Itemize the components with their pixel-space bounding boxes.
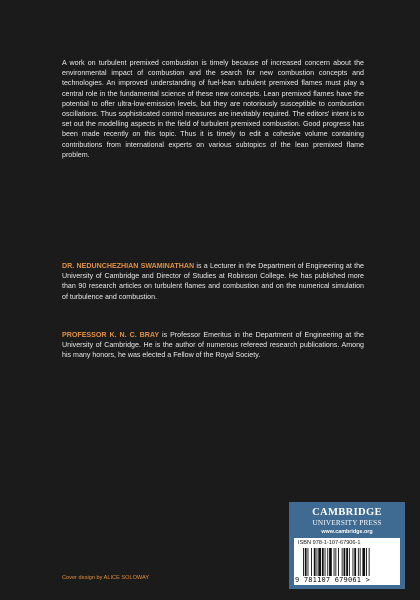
barcode-bar: [342, 548, 343, 576]
barcode-bar: [366, 548, 367, 576]
author-bio-bray: [62, 330, 364, 361]
author-name: PROFESSOR K. N. C. BRAY: [62, 331, 160, 339]
barcode-bar: [317, 548, 318, 576]
barcode-bar: [346, 548, 348, 576]
cover-design-credit: Cover design by ALICE SOLOWAY: [62, 575, 150, 581]
barcode-bar: [349, 548, 350, 576]
barcode-bar: [329, 548, 332, 576]
isbn-label: ISBN 978-1-107-67906-1: [298, 540, 361, 546]
publisher-name: CAMBRIDGE: [312, 507, 382, 518]
barcode-bar: [369, 548, 370, 576]
barcode-bar: [334, 548, 335, 576]
barcode-bar: [353, 548, 354, 576]
barcode-digits: 9 781107 679061 >: [295, 576, 371, 584]
barcode-bar: [322, 548, 324, 576]
publisher-block: [289, 502, 405, 589]
book-blurb: A work on turbulent premixed combustion is timely because of increased concern about the environmental impact of combustion and the search for new combustion concepts and technologies. An improved understanding of fuel-lean turbulent premixed flames must play a central role in the fundamental science of these new concepts. Lean premixed flames have the potential to offer ultra-low-emission levels, but they are notoriously susceptible to combustion oscillations. Thus sophisticated control measures are inevitably required. The editors' intent is to set out the modelling aspects in the field of turbulent premixed combustion. Good progress has been made recently on this topic. Thus it is timely to edit a cohesive volume containing contributions from international experts on various subtopics of the lean premixed flame problem.: [62, 59, 364, 159]
barcode-bar: [362, 548, 365, 576]
barcode-bar: [303, 548, 304, 576]
barcode-bar: [354, 548, 356, 576]
barcode-bar: [358, 548, 359, 576]
barcode-bar: [314, 548, 316, 576]
barcode-bar: [335, 548, 336, 576]
barcode-bar: [360, 548, 361, 576]
author-bio-text: is Professor Emeritus in the Department of Engineering at the University of Cambridge. He is the author of numerous refereed research publications. Among his many honors, he was elected a Fellow of the Royal Society.: [62, 331, 364, 360]
barcode-bar: [308, 548, 309, 576]
barcode-bar: [318, 548, 321, 576]
barcode-bar: [325, 548, 326, 576]
author-bio-text: is a Lecturer in the Department of Engineering at the University of Cambridge and Director of Studies at Robinson College. He has published more than 90 research articles on turbulent flames and combustion and on the numerical simulation of turbulence and combustion.: [62, 262, 364, 301]
author-name: DR. NEDUNCHEZHIAN SWAMINATHAN: [62, 262, 195, 270]
publisher-press: UNIVERSITY PRESS: [312, 519, 382, 527]
barcode-bar: [327, 548, 328, 576]
barcode-bar: [338, 548, 339, 576]
barcode-bar: [311, 548, 312, 576]
barcode-bar: [344, 548, 346, 576]
barcode: [302, 548, 394, 576]
barcode-bar: [305, 548, 307, 576]
barcode-panel: [294, 538, 400, 585]
publisher-url: www.cambridge.org: [321, 529, 373, 535]
author-bio-swaminathan: [62, 261, 364, 302]
